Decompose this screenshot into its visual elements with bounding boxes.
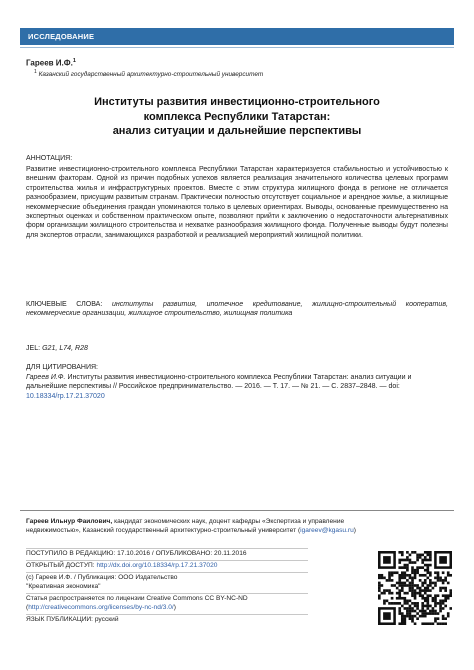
- jel-codes: [26, 345, 88, 352]
- copyright-line: (c) Гареев И.Ф. / Публикация: ООО Издательство: [26, 574, 178, 581]
- email-link[interactable]: igareev@kgasu.ru: [300, 527, 354, 534]
- publication-language: ЯЗЫК ПУБЛИКАЦИИ: русский: [26, 616, 119, 623]
- title-line: анализ ситуации и дальнейшие перспективы: [112, 125, 362, 137]
- section-label: ИССЛЕДОВАНИЕ: [28, 32, 95, 41]
- license-text: Статья распространяется по лицензии Creative Commons CC BY-NC-ND: [26, 595, 248, 602]
- meta-divider: [26, 614, 308, 615]
- citation-text: [26, 373, 438, 401]
- author-name: Гареев И.Ф.$^1$: [26, 58, 76, 68]
- license: Статья распространяется по лицензии Creative Commons CC BY-NC-ND (http://creativecommons.org/licenses/by-nc-nd/3.0/): [26, 595, 316, 612]
- title-line: Институты развития инвестиционно-строительного: [94, 96, 380, 108]
- doi-link[interactable]: 10.18334/rp.17.21.37020: [26, 392, 105, 400]
- footer-divider: [20, 510, 454, 511]
- abstract-text: Развитие инвестиционно-строительного комплекса Республики Татарстан характеризуется стабильностью и устойчивостью к внешним факторам. Одной из причин подобных успехов является реализация значительного количества целевых программ строительства жилья и инфраструктурных проектов. Вместе с этим структура жилищного фонда в регионе не отличается разнообразием, присущим развитым странам. Практически полностью отсутствует социальное и арендное жилье, а жилищные некоммерческие объединения граждан упоминаются только в целевых ориентирах. Выводы, основанные преимущественно на экспертных оценках и собственном практическом опыте, позволяют прийти к заключению о недостаточности альтернативных форм организации жилищного строительства и нехватке разнообразия жилищного фонда. Полученные выводы будут полезны для экспертов отрасли, занимающихся разработкой и реализацией мероприятий жилищной политики.: [26, 166, 448, 239]
- license-link[interactable]: http://creativecommons.org/licenses/by-nc-nd/3.0/: [28, 603, 174, 611]
- author-affiliation: $^1$ Казанский государственный архитектурно-строительный университет: [34, 69, 264, 79]
- citation-label: ДЛЯ ЦИТИРОВАНИЯ:: [26, 364, 99, 371]
- abstract-label: АННОТАЦИЯ:: [26, 155, 73, 162]
- meta-divider: [26, 593, 308, 594]
- open-access-label: ОТКРЫТЫЙ ДОСТУП:: [26, 562, 95, 569]
- meta-divider: [26, 560, 308, 561]
- jel-label: JEL:: [26, 345, 41, 352]
- bio-text: кандидат экономических наук, доцент кафедры «Экспертиза и управление недвижимостью», Казанский государственный архитектурно-строительный университет: [26, 518, 345, 534]
- qr-code: [378, 551, 452, 625]
- header-divider: [20, 47, 454, 48]
- bio-name: Гареев Ильнур Фаилович,: [26, 518, 113, 525]
- received-dates: ПОСТУПИЛО В РЕДАКЦИЮ: 17.10.2016 / ОПУБЛИКОВАНО: 20.11.2016: [26, 550, 247, 557]
- copyright-line: "Креативная экономика": [26, 582, 101, 590]
- meta-divider: [26, 548, 308, 549]
- doi-label: doi:: [388, 383, 400, 391]
- citation-author: Гареев И.Ф.: [26, 374, 66, 381]
- qr-code-graphic: [378, 551, 452, 625]
- copyright: [26, 574, 316, 591]
- citation-body: Институты развития инвестиционно-строительного комплекса Республики Татарстан: анализ ситуации и дальнейшие перспективы // Российское предпринимательство. — 2016. — Т. 17. — № 21. — С. 2837–2848. —: [26, 374, 412, 391]
- open-access: [26, 562, 316, 571]
- meta-divider: [26, 572, 308, 573]
- keywords: [26, 300, 448, 319]
- open-access-link[interactable]: http://dx.doi.org/10.18334/rp.17.21.37020: [96, 562, 218, 569]
- keywords-label: КЛЮЧЕВЫЕ СЛОВА:: [26, 301, 103, 308]
- keywords-text: институты развития, ипотечное кредитование, жилищно-строительный кооператив, некоммерческие организации, жилищное строительство, жилищная политика: [26, 301, 448, 318]
- jel-values: G21, L74, R28: [42, 345, 88, 352]
- title-line: комплекса Республики Татарстан:: [143, 110, 331, 123]
- author-bio: Гареев Ильнур Фаилович, кандидат экономических наук, доцент кафедры «Экспертиза и управление недвижимостью», Казанский государственный архитектурно-строительный университет (igareev@kgasu.ru): [26, 518, 356, 534]
- section-banner: [20, 28, 454, 45]
- paper-title: [30, 95, 444, 139]
